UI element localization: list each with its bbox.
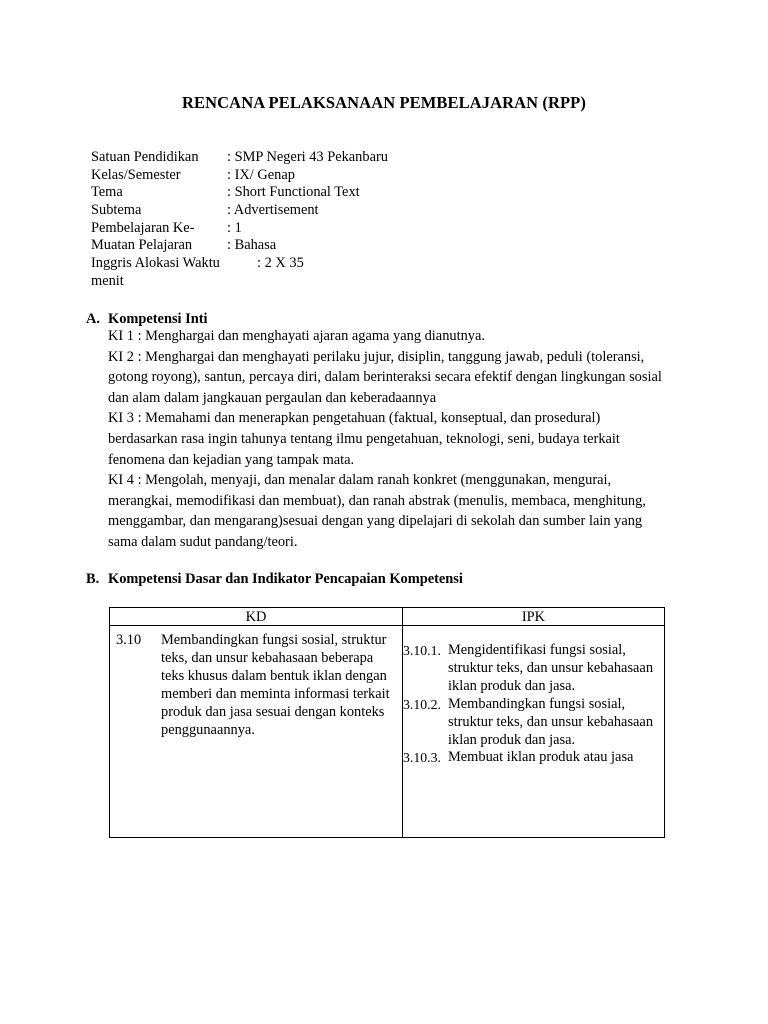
ipk-text: Mengidentifikasi fungsi sosial, struktur teks, dan unsur kebahasaan iklan produk dan jasa. <box>448 642 654 694</box>
section-b-heading: Kompetensi Dasar dan Indikator Pencapaian Kompetensi <box>108 571 463 587</box>
ipk-cell <box>403 626 665 838</box>
kd-number: 3.10 <box>116 632 142 648</box>
section-a-heading: Kompetensi Inti <box>108 311 208 327</box>
identity-label: Subtema <box>91 202 142 219</box>
ki-item: KI 3 : Memahami dan menerapkan pengetahuan (faktual, konseptual, dan prosedural) berdasarkan rasa ingin tahunya tentang ilmu pengetahuan, teknologi, seni, budaya terkait fenomena dan kejadian yang tampak mata. <box>108 410 620 468</box>
table-row <box>110 626 665 838</box>
identity-value: : Bahasa <box>227 237 277 254</box>
identity-value: : Advertisement <box>227 202 319 219</box>
header-ipk: IPK <box>403 608 665 626</box>
table-header-row <box>110 608 665 626</box>
ipk-text: Membuat iklan produk atau jasa <box>448 749 634 766</box>
section-b-letter: B. <box>86 571 100 587</box>
identity-label: Inggris Alokasi Waktu <box>91 255 220 272</box>
header-kd: KD <box>110 608 403 626</box>
ipk-item <box>403 642 662 696</box>
kompetensi-inti-list <box>108 326 668 553</box>
ki-item: KI 2 : Menghargai dan menghayati perilaku jujur, disiplin, tanggung jawab, peduli (toleransi, gotong royong), santun, percaya diri, dalam berinteraksi secara efektif dengan lingkungan sosial dan alam dalam jangkauan pergaulan dan keberadaannya <box>108 348 662 406</box>
ki-item: KI 4 : Mengolah, menyaji, dan menalar dalam ranah konkret (menggunakan, mengurai, merangkai, memodifikasi dan membuat), dan ranah abstrak (menulis, membaca, menghitung, menggambar, dan mengarang)sesuai dengan yang dipelajari di sekolah dan sumber lain yang sama dalam sudut pandang/teori. <box>108 472 646 550</box>
identity-label: Satuan Pendidikan <box>91 149 199 165</box>
identity-label: Pembelajaran Ke- <box>91 219 195 236</box>
ki-item: KI 1 : Menghargai dan menghayati ajaran agama yang dianutnya. <box>108 328 485 344</box>
section-a-letter: A. <box>86 311 100 327</box>
identity-value: : 2 X 35 <box>257 255 304 272</box>
page-title: RENCANA PELAKSANAAN PEMBELAJARAN (RPP) <box>182 93 586 112</box>
identity-value: : IX/ Genap <box>227 166 295 183</box>
identity-value: : SMP Negeri 43 Pekanbaru <box>227 149 388 165</box>
identity-value: : 1 <box>227 219 242 236</box>
ipk-number: 3.10.3. <box>403 750 441 766</box>
kd-text: Membandingkan fungsi sosial, struktur teks, dan unsur kebahasaan beberapa teks khusus dalam bentuk iklan dengan memberi dan meminta informasi terkait produk dan jasa sesuai dengan konteks penggunaannya. <box>161 632 390 738</box>
identity-label: Tema <box>91 184 123 201</box>
ipk-item <box>403 696 662 750</box>
kd-cell <box>110 626 403 838</box>
identity-label: Kelas/Semester <box>91 166 181 183</box>
ipk-text: Membandingkan fungsi sosial, struktur teks, dan unsur kebahasaan iklan produk dan jasa. <box>448 695 654 748</box>
ipk-number: 3.10.2. <box>403 696 441 712</box>
ipk-number: 3.10.1. <box>403 643 441 658</box>
identity-label: menit <box>91 272 124 289</box>
identity-value: : Short Functional Text <box>227 184 360 201</box>
identity-label: Muatan Pelajaran <box>91 237 193 254</box>
ipk-item <box>403 749 662 767</box>
kd-ipk-table <box>109 607 665 838</box>
